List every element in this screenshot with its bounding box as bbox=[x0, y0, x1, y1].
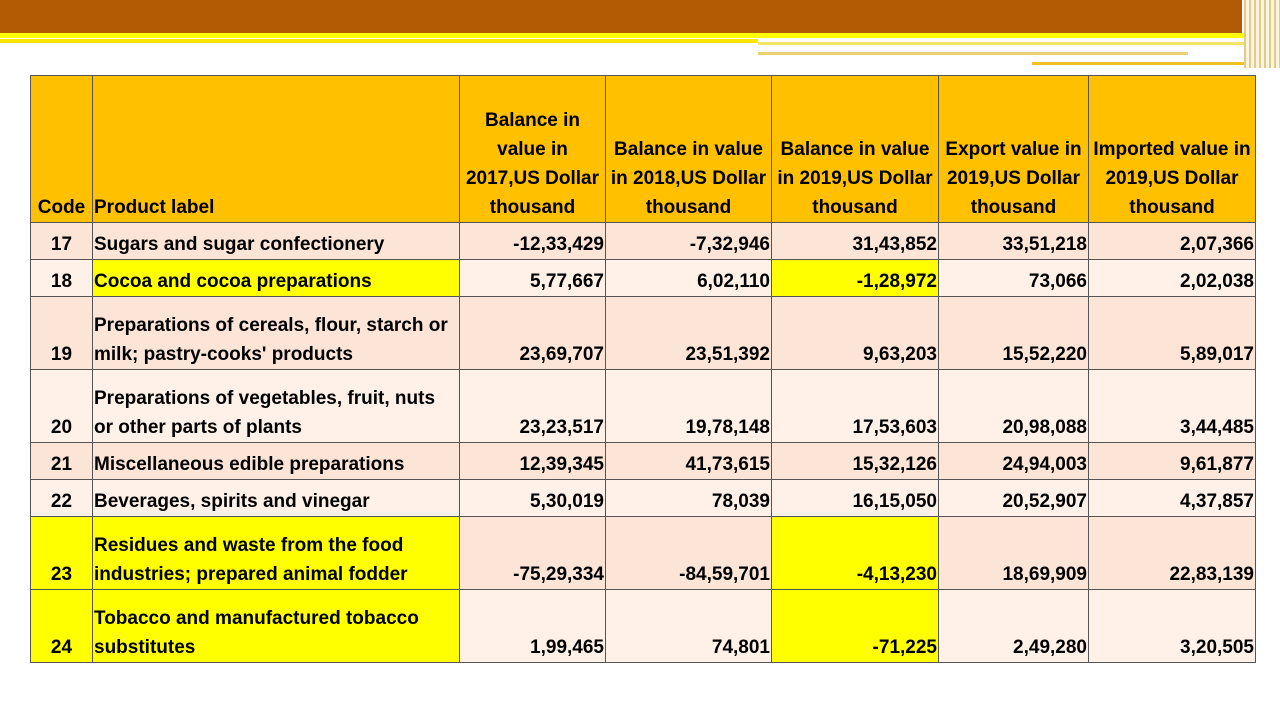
cell-code: 19 bbox=[31, 297, 93, 370]
cell-product-label: Cocoa and cocoa preparations bbox=[93, 260, 460, 297]
cell-import-2019: 22,83,139 bbox=[1089, 517, 1256, 590]
cell-product-label: Preparations of cereals, flour, starch or milk; pastry-cooks' products bbox=[93, 297, 460, 370]
accent-line bbox=[0, 39, 758, 43]
accent-line bbox=[0, 33, 1280, 38]
table-row bbox=[31, 443, 1256, 480]
cell-balance-2017: 5,77,667 bbox=[460, 260, 606, 297]
cell-balance-2018: 78,039 bbox=[606, 480, 772, 517]
cell-code: 22 bbox=[31, 480, 93, 517]
cell-code: 20 bbox=[31, 370, 93, 443]
table-row bbox=[31, 297, 1256, 370]
header-product-label: Product label bbox=[93, 76, 460, 223]
cell-import-2019: 2,07,366 bbox=[1089, 223, 1256, 260]
table-row bbox=[31, 260, 1256, 297]
cell-balance-2017: 23,23,517 bbox=[460, 370, 606, 443]
cell-import-2019: 2,02,038 bbox=[1089, 260, 1256, 297]
cell-balance-2018: -84,59,701 bbox=[606, 517, 772, 590]
cell-balance-2017: -75,29,334 bbox=[460, 517, 606, 590]
cell-balance-2019: 15,32,126 bbox=[772, 443, 939, 480]
cell-product-label: Sugars and sugar confectionery bbox=[93, 223, 460, 260]
cell-balance-2019: -71,225 bbox=[772, 590, 939, 663]
header-export-2019: Export value in 2019,US Dollar thousand bbox=[939, 76, 1089, 223]
cell-code: 23 bbox=[31, 517, 93, 590]
cell-code: 24 bbox=[31, 590, 93, 663]
cell-balance-2018: 6,02,110 bbox=[606, 260, 772, 297]
cell-balance-2019: 9,63,203 bbox=[772, 297, 939, 370]
table-row bbox=[31, 517, 1256, 590]
cell-balance-2017: -12,33,429 bbox=[460, 223, 606, 260]
accent-line bbox=[758, 42, 1280, 45]
cell-export-2019: 15,52,220 bbox=[939, 297, 1089, 370]
cell-import-2019: 3,44,485 bbox=[1089, 370, 1256, 443]
cell-balance-2019: -4,13,230 bbox=[772, 517, 939, 590]
cell-balance-2018: 41,73,615 bbox=[606, 443, 772, 480]
cell-export-2019: 20,52,907 bbox=[939, 480, 1089, 517]
header-import-2019: Imported value in 2019,US Dollar thousand bbox=[1089, 76, 1256, 223]
header-balance-2019: Balance in value in 2019,US Dollar thousand bbox=[772, 76, 939, 223]
cell-balance-2017: 23,69,707 bbox=[460, 297, 606, 370]
cell-balance-2019: 16,15,050 bbox=[772, 480, 939, 517]
header-balance-2017: Balance in value in 2017,US Dollar thousand bbox=[460, 76, 606, 223]
cell-product-label: Miscellaneous edible preparations bbox=[93, 443, 460, 480]
cell-balance-2019: -1,28,972 bbox=[772, 260, 939, 297]
title-bar-band bbox=[0, 0, 1242, 33]
cell-balance-2018: 23,51,392 bbox=[606, 297, 772, 370]
cell-export-2019: 73,066 bbox=[939, 260, 1089, 297]
header-code: Code bbox=[31, 76, 93, 223]
table-row bbox=[31, 223, 1256, 260]
table-row bbox=[31, 590, 1256, 663]
cell-export-2019: 18,69,909 bbox=[939, 517, 1089, 590]
cell-product-label: Residues and waste from the food industries; prepared animal fodder bbox=[93, 517, 460, 590]
cell-product-label: Tobacco and manufactured tobacco substitutes bbox=[93, 590, 460, 663]
header-row bbox=[31, 76, 1256, 223]
cell-code: 18 bbox=[31, 260, 93, 297]
cell-balance-2019: 31,43,852 bbox=[772, 223, 939, 260]
cell-export-2019: 2,49,280 bbox=[939, 590, 1089, 663]
cell-export-2019: 20,98,088 bbox=[939, 370, 1089, 443]
cell-balance-2017: 12,39,345 bbox=[460, 443, 606, 480]
cell-import-2019: 5,89,017 bbox=[1089, 297, 1256, 370]
cell-balance-2018: 74,801 bbox=[606, 590, 772, 663]
table-row bbox=[31, 370, 1256, 443]
decorative-stripes bbox=[1244, 0, 1280, 68]
cell-import-2019: 4,37,857 bbox=[1089, 480, 1256, 517]
cell-import-2019: 9,61,877 bbox=[1089, 443, 1256, 480]
accent-line bbox=[1032, 62, 1254, 65]
cell-balance-2019: 17,53,603 bbox=[772, 370, 939, 443]
cell-export-2019: 33,51,218 bbox=[939, 223, 1089, 260]
cell-code: 17 bbox=[31, 223, 93, 260]
cell-balance-2018: 19,78,148 bbox=[606, 370, 772, 443]
cell-import-2019: 3,20,505 bbox=[1089, 590, 1256, 663]
cell-balance-2017: 5,30,019 bbox=[460, 480, 606, 517]
table-row bbox=[31, 480, 1256, 517]
header-balance-2018: Balance in value in 2018,US Dollar thousand bbox=[606, 76, 772, 223]
cell-balance-2017: 1,99,465 bbox=[460, 590, 606, 663]
cell-code: 21 bbox=[31, 443, 93, 480]
trade-balance-table bbox=[30, 75, 1256, 663]
cell-product-label: Beverages, spirits and vinegar bbox=[93, 480, 460, 517]
accent-line bbox=[758, 52, 1188, 55]
cell-product-label: Preparations of vegetables, fruit, nuts or other parts of plants bbox=[93, 370, 460, 443]
cell-export-2019: 24,94,003 bbox=[939, 443, 1089, 480]
cell-balance-2018: -7,32,946 bbox=[606, 223, 772, 260]
